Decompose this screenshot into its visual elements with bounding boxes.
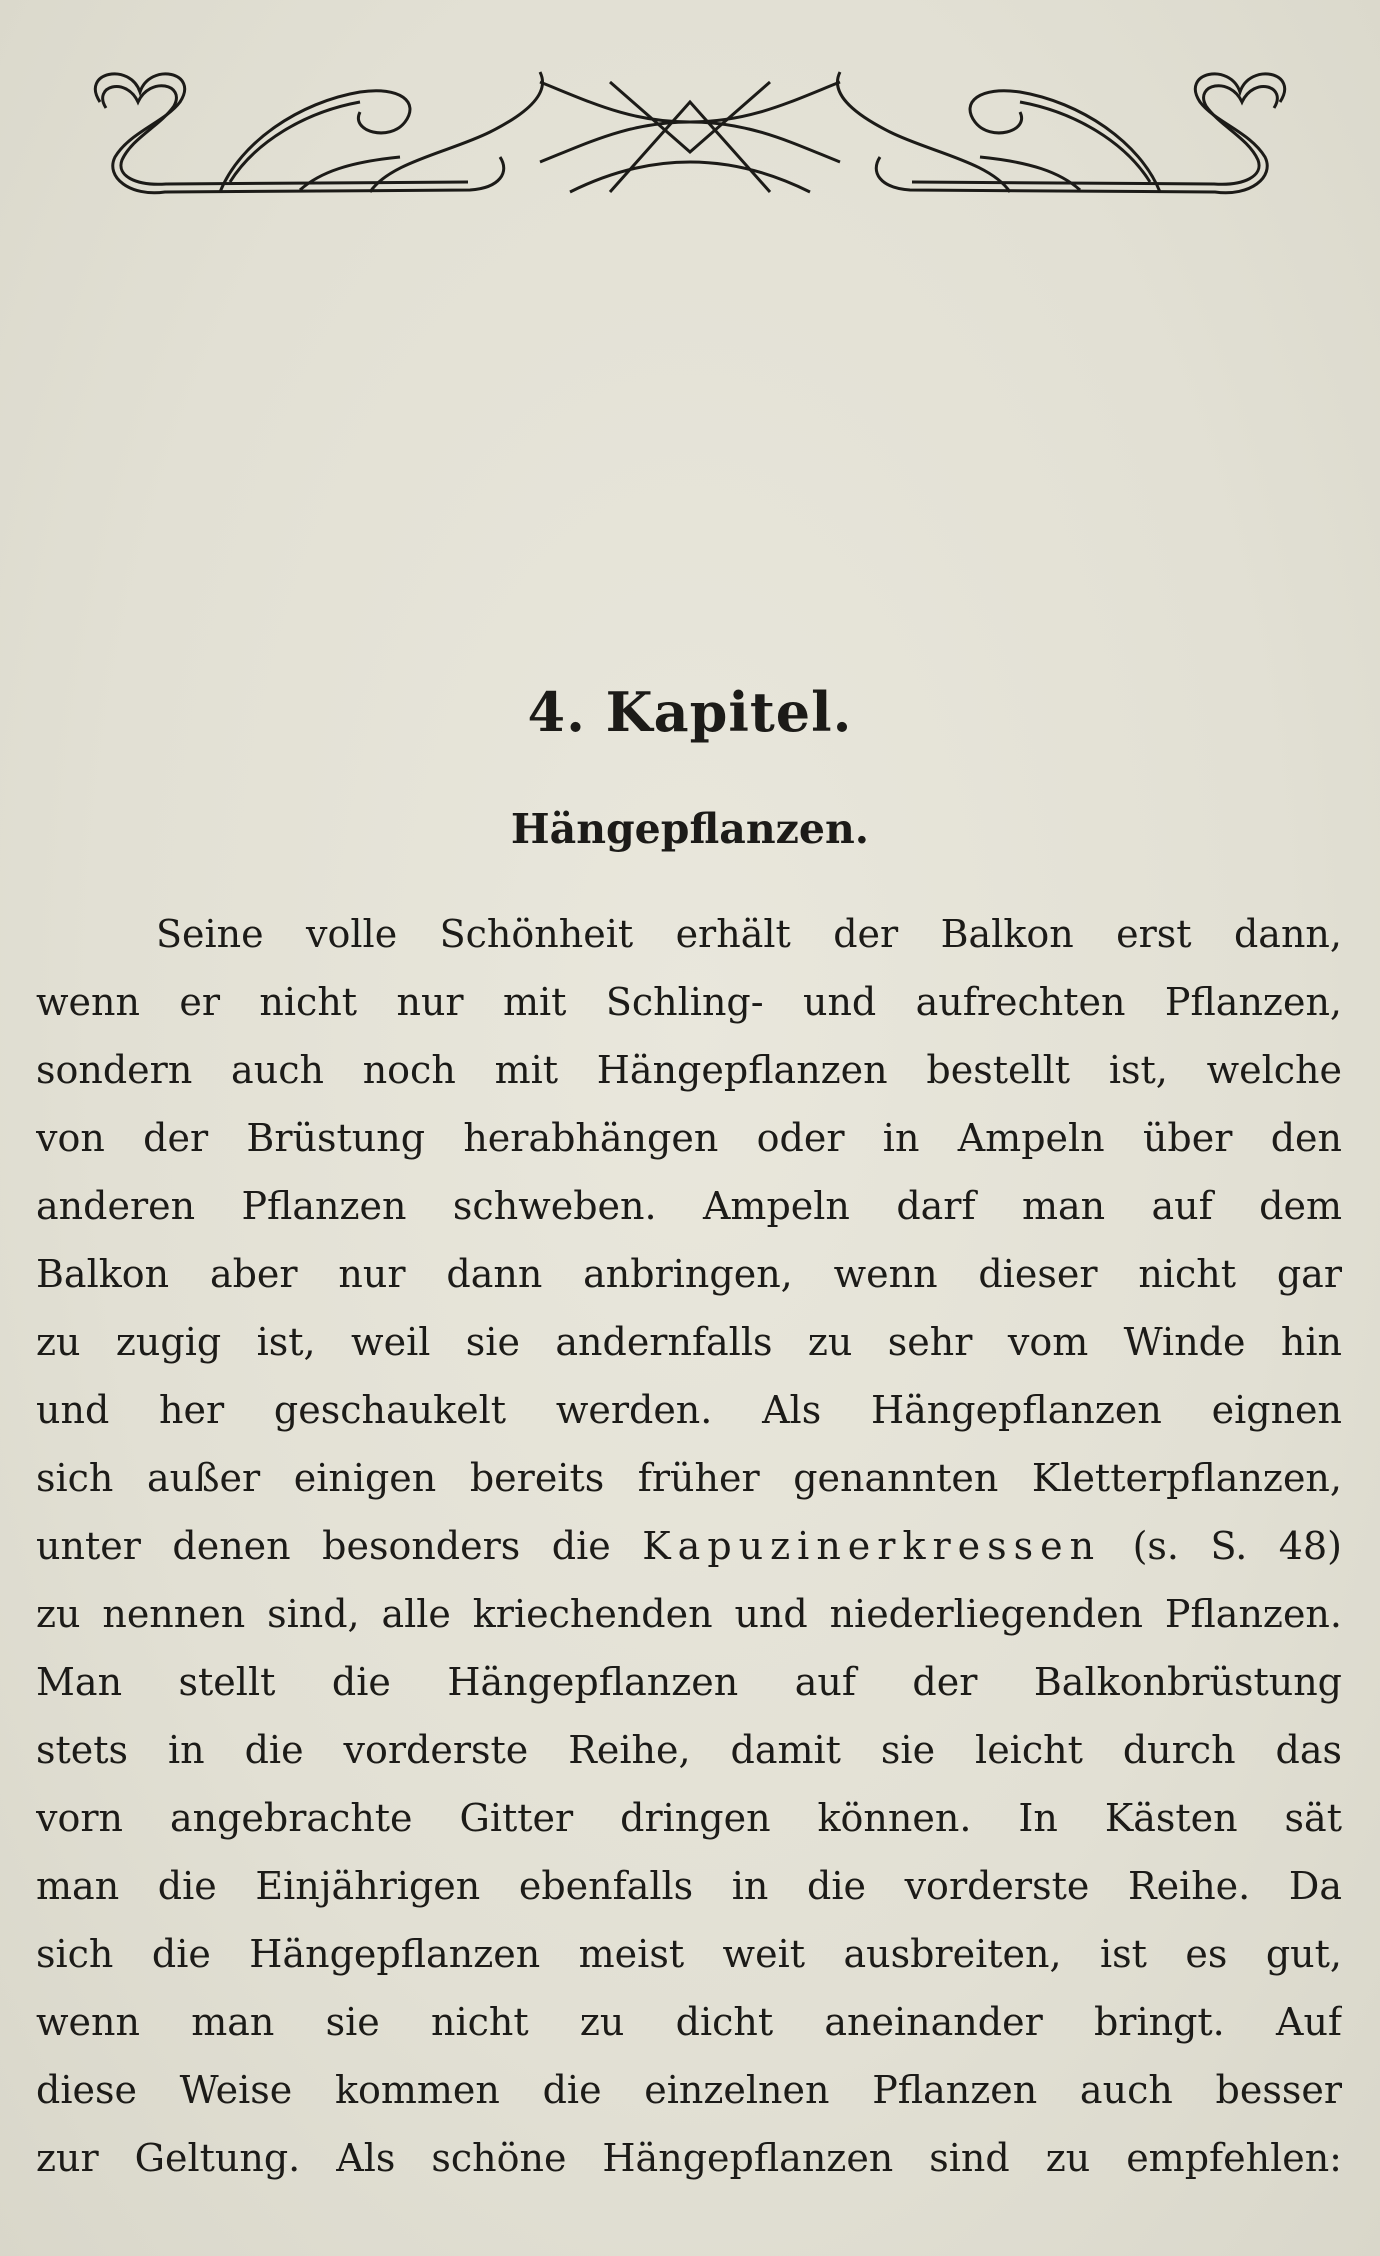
text-line: wenn er nicht nur mit Schling- und aufrechten Pflanzen, (36, 980, 1342, 1024)
text-line: Seine volle Schönheit erhält der Balkon erst dann, (156, 912, 1342, 956)
vine-ornament-icon (70, 62, 1310, 222)
section-title: Hängepflanzen. (510, 805, 870, 853)
text-line-emphasis (36, 1512, 1342, 1580)
text-line: und her geschaukelt werden. Als Hängepflanzen eignen (36, 1388, 1342, 1432)
text-line: zur Geltung. Als schöne Hängepflanzen sind zu empfehlen: (36, 2136, 1342, 2180)
text-line: Man stellt die Hängepflanzen auf der Balkonbrüstung (36, 1660, 1342, 1704)
text-line: anderen Pflanzen schweben. Ampeln darf man auf dem (36, 1184, 1342, 1228)
line-part: (s. S. 48) (1132, 1524, 1342, 1568)
paragraph (36, 900, 1342, 2192)
text-line: Balkon aber nur dann anbringen, wenn dieser nicht gar (36, 1252, 1342, 1296)
line-part: unter denen besonders die (36, 1524, 611, 1568)
text-line: wenn man sie nicht zu dicht aneinander bringt. Auf (36, 2000, 1342, 2044)
text-line: zu nennen sind, alle kriechenden und niederliegenden Pflanzen. (36, 1592, 1342, 1636)
text-line: diese Weise kommen die einzelnen Pflanzen auch besser (36, 2068, 1342, 2112)
text-line: man die Einjährigen ebenfalls in die vorderste Reihe. Da (36, 1864, 1342, 1908)
text-line: stets in die vorderste Reihe, damit sie leicht durch das (36, 1728, 1342, 1772)
text-line: vorn angebrachte Gitter dringen können. In Kästen sät (36, 1796, 1342, 1840)
emphasis-word: Kapuzinerkressen (642, 1524, 1102, 1568)
text-line: von der Brüstung herabhängen oder in Ampeln über den (36, 1116, 1342, 1160)
text-line: sondern auch noch mit Hängepflanzen bestellt ist, welche (36, 1048, 1342, 1092)
text-line: zu zugig ist, weil sie andernfalls zu sehr vom Winde hin (36, 1320, 1342, 1364)
text-line: sich die Hängepflanzen meist weit ausbreiten, ist es gut, (36, 1932, 1342, 1976)
chapter-title: 4. Kapitel. (527, 680, 853, 744)
text-line: sich außer einigen bereits früher genannten Kletterpflanzen, (36, 1456, 1342, 1500)
